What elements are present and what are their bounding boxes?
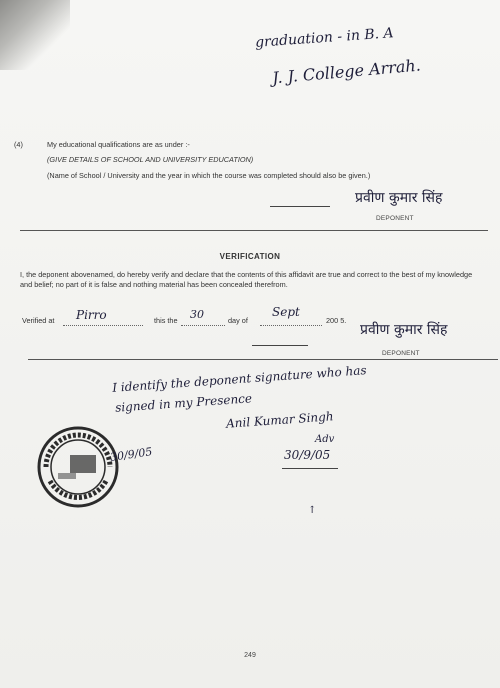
deponent-signature-2: प्रवीण कुमार सिंह <box>360 322 448 338</box>
deponent-label-2: DEPONENT <box>382 350 420 357</box>
item-number: (4) <box>14 140 23 149</box>
verified-place: Pirro <box>76 308 107 322</box>
advocate-underline <box>282 468 338 469</box>
signature-line-1 <box>270 206 330 207</box>
identify-line-2: signed in my Presence <box>114 391 253 415</box>
folded-corner <box>0 0 70 70</box>
page-number: 249 <box>244 652 256 659</box>
identify-line-1: I identify the deponent signature who has <box>111 363 367 395</box>
stamp-date: 30/9/05 <box>109 445 154 464</box>
this-the-label: this the <box>154 316 178 325</box>
verified-day: 30 <box>190 308 204 321</box>
advocate-title: Adv <box>315 434 335 445</box>
deponent-signature-1: प्रवीण कुमार सिंह <box>355 190 443 206</box>
qualification-note: (Name of School / University and the year in which the course was completed should also be given.) <box>47 171 371 180</box>
advocate-date: 30/9/05 <box>284 448 331 462</box>
verified-at-label: Verified at <box>22 316 55 325</box>
date-line <box>181 325 225 326</box>
deponent-label-1: DEPONENT <box>376 215 414 222</box>
section-divider <box>20 230 488 231</box>
year-label: 200 5. <box>326 316 347 325</box>
signature-line-2 <box>252 345 308 346</box>
verification-text: I, the deponent abovenamed, do hereby verify and declare that the contents of this affidavit are true and correct to the best of my knowledge and belief; no part of it is false and nothing material has been concealed therefrom. <box>20 270 473 289</box>
place-line <box>63 325 143 326</box>
deponent-rule-2 <box>28 359 498 360</box>
handwritten-college-line: J. J. College Arrah. <box>271 55 422 88</box>
verified-month: Sept <box>272 305 300 319</box>
qualification-heading: My educational qualifications are as under :- <box>47 140 190 149</box>
notary-stamp-icon <box>36 425 120 509</box>
verification-title: VERIFICATION <box>219 252 281 261</box>
advocate-name: Anil Kumar Singh <box>225 409 334 431</box>
day-of-label: day of <box>228 316 248 325</box>
qualification-instruction: (GIVE DETAILS OF SCHOOL AND UNIVERSITY EDUCATION) <box>47 155 254 164</box>
ink-mark: ↑ <box>308 505 317 516</box>
handwritten-graduation-line: graduation - in B. A <box>254 25 395 51</box>
month-line <box>260 325 322 326</box>
